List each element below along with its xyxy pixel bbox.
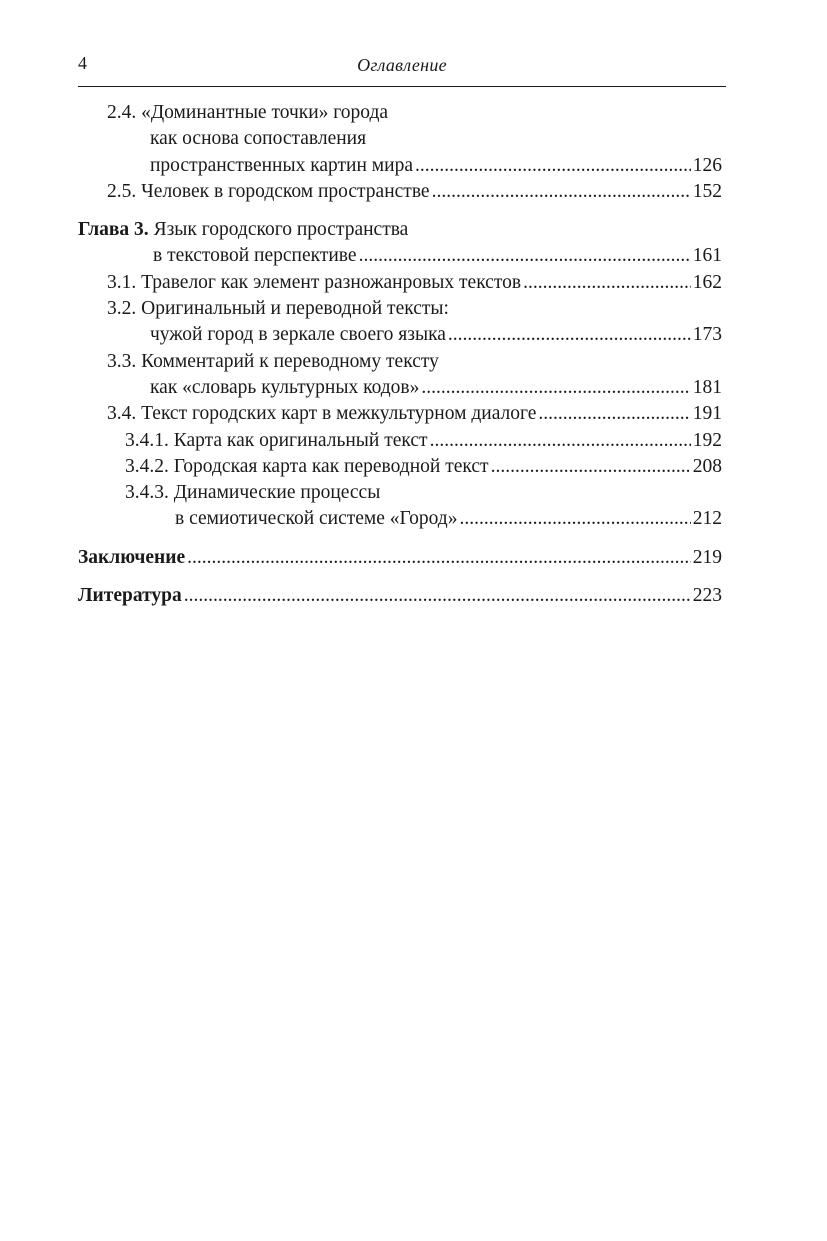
toc-literature[interactable] (78, 583, 722, 609)
toc-entry-3-1[interactable] (78, 270, 722, 296)
dot-leader (523, 270, 691, 296)
toc-entry-text: пространственных картин мира (150, 154, 413, 176)
dot-leader (459, 506, 690, 532)
dot-leader (184, 583, 691, 609)
toc-entry-2-4-line1[interactable] (78, 100, 722, 126)
table-of-contents (78, 100, 722, 609)
dot-leader (448, 322, 691, 348)
toc-entry-3-4[interactable] (78, 401, 722, 427)
toc-conclusion[interactable] (78, 545, 722, 571)
toc-page-number: 219 (692, 546, 722, 568)
section-gap (78, 205, 722, 217)
toc-entry-text: 3.4.3. Динамические процессы (125, 482, 381, 504)
dot-leader (538, 401, 690, 427)
toc-chapter-3-line1[interactable] (78, 217, 722, 243)
dot-leader (359, 243, 691, 269)
toc-page-number: 208 (692, 455, 722, 477)
toc-entry-text: чужой город в зеркале своего языка (150, 324, 446, 346)
toc-page-number: 173 (692, 324, 722, 346)
toc-entry-text (78, 217, 408, 243)
toc-entry-text: 2.4. «Доминантные точки» города (107, 102, 389, 123)
toc-entry-text: 3.4.1. Карта как оригинальный текст (125, 429, 428, 451)
toc-entry-text: 3.3. Комментарий к переводному тексту (107, 350, 439, 372)
toc-entry-3-3-line2[interactable] (78, 375, 722, 401)
toc-page-number: 126 (692, 154, 722, 176)
toc-entry-text: 3.4.2. Городская карта как переводной текст (125, 455, 489, 477)
toc-entry-3-4-2[interactable] (78, 454, 722, 480)
toc-entry-text: 3.4. Текст городских карт в межкультурном диалоге (107, 403, 537, 425)
toc-entry-3-2-line1[interactable] (78, 296, 722, 322)
toc-page-number: 212 (692, 508, 722, 530)
dot-leader (430, 428, 691, 454)
page-header (78, 52, 726, 87)
page-number: 4 (78, 53, 87, 73)
toc-entry-3-4-3-line2[interactable] (78, 506, 722, 532)
toc-entry-3-4-3-line1[interactable] (78, 480, 722, 506)
toc-entry-text: как основа сопоставления (150, 128, 367, 150)
toc-entry-2-5[interactable] (78, 179, 722, 205)
toc-entry-text: в текстовой перспективе (153, 245, 357, 267)
toc-page-number: 152 (692, 180, 722, 202)
dot-leader (187, 545, 691, 571)
toc-entry-3-2-line2[interactable] (78, 322, 722, 348)
toc-entry-text: 2.5. Человек в городском пространстве (107, 180, 430, 202)
toc-page-number: 162 (692, 271, 722, 293)
toc-entry-text: 3.2. Оригинальный и переводной тексты: (107, 298, 449, 320)
running-title: Оглавление (357, 55, 447, 75)
toc-entry-2-4-line3[interactable] (78, 153, 722, 179)
toc-entry-text: Заключение (78, 546, 186, 568)
dot-leader (415, 153, 691, 179)
toc-page-number: 191 (692, 403, 722, 425)
toc-page-number: 181 (692, 376, 722, 398)
toc-entry-3-4-1[interactable] (78, 428, 722, 454)
toc-page-number: 161 (692, 245, 722, 267)
toc-chapter-3-line2[interactable] (78, 243, 722, 269)
toc-entry-text: Литература (78, 585, 182, 607)
section-gap (78, 533, 722, 545)
toc-entry-2-4-line2[interactable] (78, 126, 722, 152)
chapter-label: Глава 3. (78, 219, 149, 241)
chapter-title: Язык городского пространства (148, 219, 409, 241)
dot-leader (491, 454, 691, 480)
toc-entry-3-3-line1[interactable] (78, 349, 722, 375)
toc-entry-text: в семиотической системе «Город» (175, 508, 458, 530)
toc-page-number: 192 (692, 429, 722, 451)
toc-entry-text: 3.1. Травелог как элемент разножанровых текстов (107, 271, 522, 293)
dot-leader (432, 179, 691, 205)
toc-entry-text: как «словарь культурных кодов» (150, 376, 420, 398)
toc-page-number: 223 (692, 585, 722, 607)
dot-leader (421, 375, 690, 401)
section-gap (78, 571, 722, 583)
